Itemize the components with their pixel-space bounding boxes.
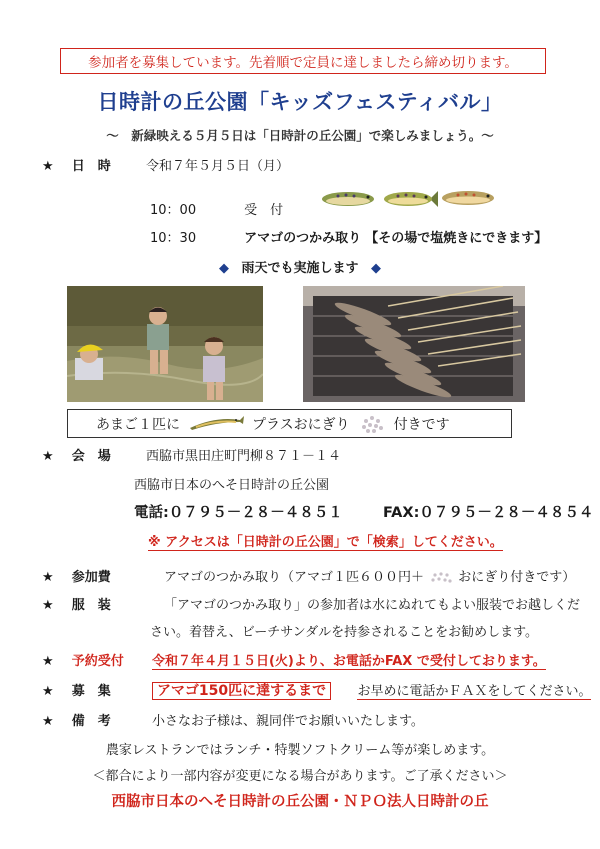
reservation-text: 令和７年４月１５日(火)より、お電話かFAX で受付しております。 — [151, 654, 546, 669]
clothing-label: 服 装 — [71, 598, 111, 613]
recruit-row — [42, 680, 591, 700]
fish-icon-2 — [384, 192, 432, 206]
clothing-line2: さい。着替え、ビーチサンダルを持参されることをお勧めします。 — [150, 625, 539, 640]
venue-address: 西脇市黒田庄町門柳８７１－１４ — [145, 449, 341, 464]
star-icon: ★ — [42, 570, 54, 585]
remarks-label: 備 考 — [71, 714, 111, 729]
star-icon: ★ — [42, 449, 54, 464]
star-icon: ★ — [42, 684, 54, 699]
onigiri-icon — [358, 413, 386, 435]
reservation-label: 予約受付 — [71, 654, 124, 669]
diamond-icon: ◆ — [371, 261, 382, 276]
date-value: 令和７年５月５日（月） — [145, 159, 289, 174]
photo-grilled-fish — [303, 286, 525, 402]
fish-icon-3 — [442, 191, 494, 205]
diamond-icon: ◆ — [218, 261, 229, 276]
access-note — [148, 531, 503, 550]
recruit-limit: アマゴ150匹に達するまで — [152, 682, 331, 700]
recruitment-notice — [60, 48, 546, 74]
fish-illustration — [320, 185, 500, 213]
recruit-text: お早めに電話かＦＡＸをしてください。 — [357, 684, 592, 699]
schedule-event: アマゴのつかみ取り — [244, 231, 362, 246]
page-title: 日時計の丘公園「キッズフェスティバル」 — [97, 90, 503, 114]
organizer-footer: 西脇市日本のへそ日時計の丘公園・ＮＰＯ法人日時計の丘 — [111, 794, 489, 810]
fee-text2: おにぎり付きです） — [458, 570, 576, 585]
onigiri-icon — [428, 571, 454, 585]
offer-caption — [67, 409, 512, 438]
date-label: 日 時 — [71, 159, 111, 174]
star-icon: ★ — [42, 654, 54, 669]
venue-name: 西脇市日本のへそ日時計の丘公園 — [134, 478, 330, 493]
star-icon: ★ — [42, 159, 54, 174]
notice-text: 参加者を募集しています。先着順で定員に達しましたら締め切ります。 — [88, 55, 518, 71]
access-text: ※ アクセスは「日時計の丘公園」で「検索」してください。 — [148, 535, 503, 550]
schedule-row-2 — [150, 227, 547, 246]
date-row — [42, 155, 289, 174]
tel-label: 電話: — [134, 505, 169, 521]
remarks-line1: 小さなお子様は、親同伴でお願いいたします。 — [151, 714, 424, 729]
caption-part1: あまご１匹に — [96, 416, 180, 433]
remarks-row — [42, 710, 424, 729]
tel-number[interactable]: ０７９５－２８－４８５１ — [168, 505, 343, 521]
rain-text: 雨天でも実施します — [241, 261, 359, 276]
fee-text1: アマゴのつかみ取り（アマゴ１匹６００円＋ — [163, 570, 424, 585]
fax-label: FAX: — [382, 505, 420, 521]
caption-part2: プラスおにぎり — [252, 416, 350, 433]
recruit-label: 募 集 — [71, 684, 111, 699]
venue-label: 会 場 — [71, 449, 111, 464]
clothing-row — [42, 594, 580, 613]
reservation-row — [42, 650, 546, 669]
remarks-line3: ＜都合により一部内容が変更になる場合があります。ご了承ください＞ — [92, 769, 508, 784]
fee-row — [42, 566, 575, 585]
schedule-time: 10：30 — [150, 231, 197, 246]
caption-part3: 付きです — [393, 416, 450, 433]
fax-number: ０７９５－２８－４８５４ — [419, 505, 594, 521]
contact-row — [134, 501, 593, 522]
page-subtitle: ～ 新緑映える５月５日は「日時計の丘公園」で楽しみましょう。～ — [106, 128, 494, 143]
remarks-line2: 農家レストランではランチ・特製ソフトクリーム等が楽しめます。 — [105, 743, 495, 758]
fish-icon — [186, 414, 246, 434]
schedule-note: 【その場で塩焼きにできます】 — [365, 231, 548, 246]
star-icon: ★ — [42, 714, 54, 729]
schedule-time: 10：00 — [150, 203, 197, 218]
photo-kids-river — [67, 286, 263, 402]
venue-row — [42, 445, 341, 464]
clothing-line1: 「アマゴのつかみ取り」の参加者は水にぬれてもよい服装でお越しくだ — [163, 598, 580, 613]
schedule-event: 受 付 — [244, 203, 284, 218]
rain-notice — [0, 257, 600, 276]
star-icon: ★ — [42, 598, 54, 613]
fee-label: 参加費 — [71, 570, 111, 585]
schedule-row-1 — [150, 199, 283, 218]
